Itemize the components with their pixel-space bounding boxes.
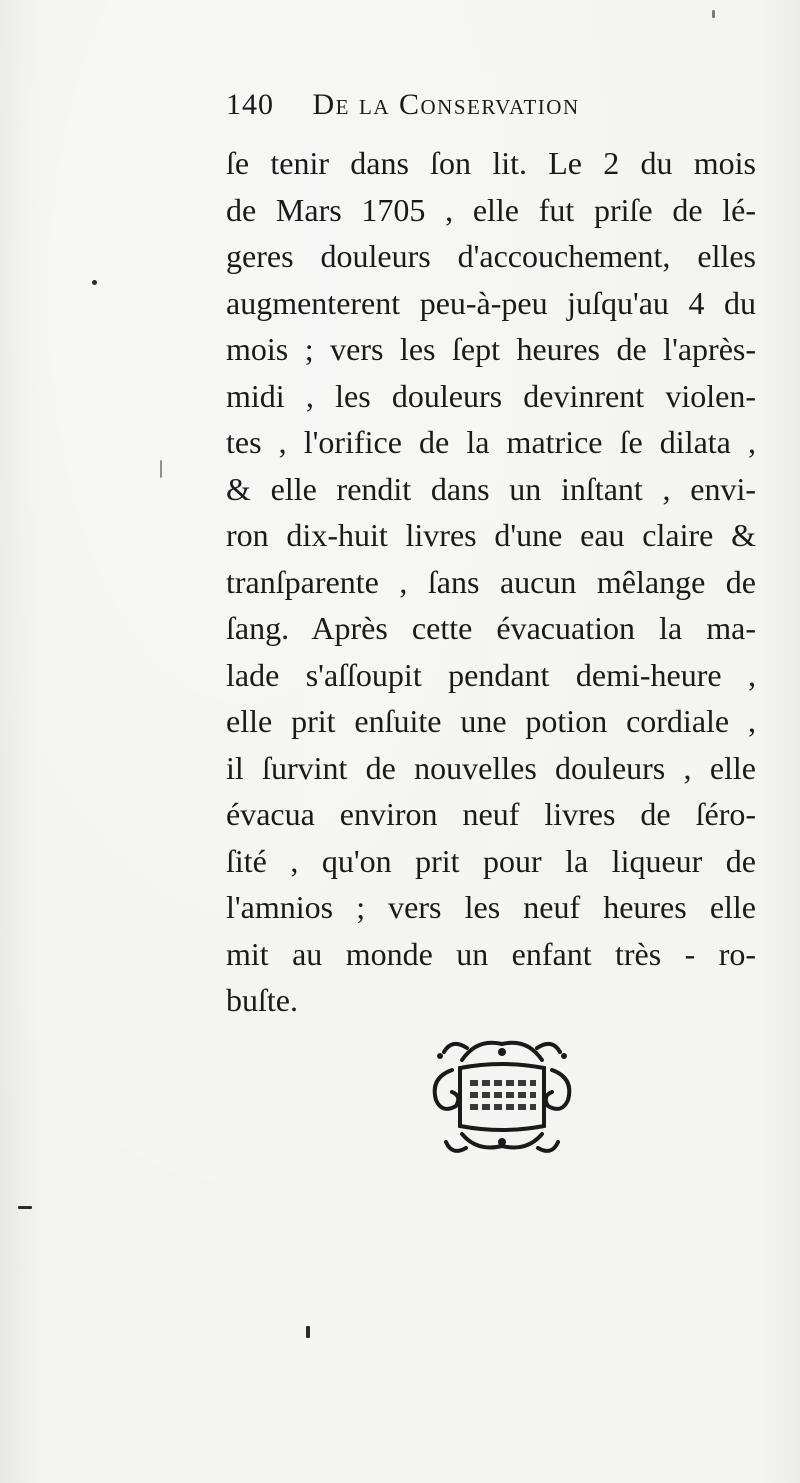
text-line: buſte. [226,982,298,1018]
text-line: ſité , qu'on prit pour la liqueur de [226,842,756,879]
decorative-cartouche-icon [422,1030,582,1160]
text-line: geres douleurs d'accouchement, elles [226,238,756,274]
page-number: 140 [226,88,274,121]
text-line: elle prit enſuite une potion cordiale , [226,703,756,739]
paper-speck [160,460,162,478]
text-line: & elle rendit dans un inſtant , envi- [226,470,756,507]
text-line: lade s'aſſoupit pendant demi-heure , [226,656,756,693]
text-line: il ſurvint de nouvelles douleurs , elle [226,749,756,786]
text-line: ſang. Après cette évacuation la ma- [226,610,756,646]
running-title: De la Conservation [312,88,580,121]
paper-speck [92,280,97,285]
paper-speck [712,10,715,18]
body-text [226,140,756,1024]
text-line: augmenterent peu-à-peu juſqu'au 4 du [226,284,756,321]
paper-speck [18,1206,32,1209]
text-line: évacua environ neuf livres de ſéro- [226,796,756,832]
text-line: midi , les douleurs devinrent violen- [226,377,756,414]
text-line: tranſparente , ſans aucun mêlange de [226,563,756,600]
text-line: mois ; vers les ſept heures de l'après- [226,331,756,367]
text-line: ſe tenir dans ſon lit. Le 2 du mois [226,145,756,181]
paper-speck [306,1326,310,1338]
text-line: ron dix-huit livres d'une eau claire & [226,517,756,553]
text-line: de Mars 1705 , elle fut priſe de lé- [226,191,756,228]
text-line: tes , l'orifice de la matrice ſe dilata , [226,424,756,460]
text-line: l'amnios ; vers les neuf heures elle [226,889,756,925]
page-header [226,88,766,132]
text-line: mit au monde un enfant très - ro- [226,935,756,972]
